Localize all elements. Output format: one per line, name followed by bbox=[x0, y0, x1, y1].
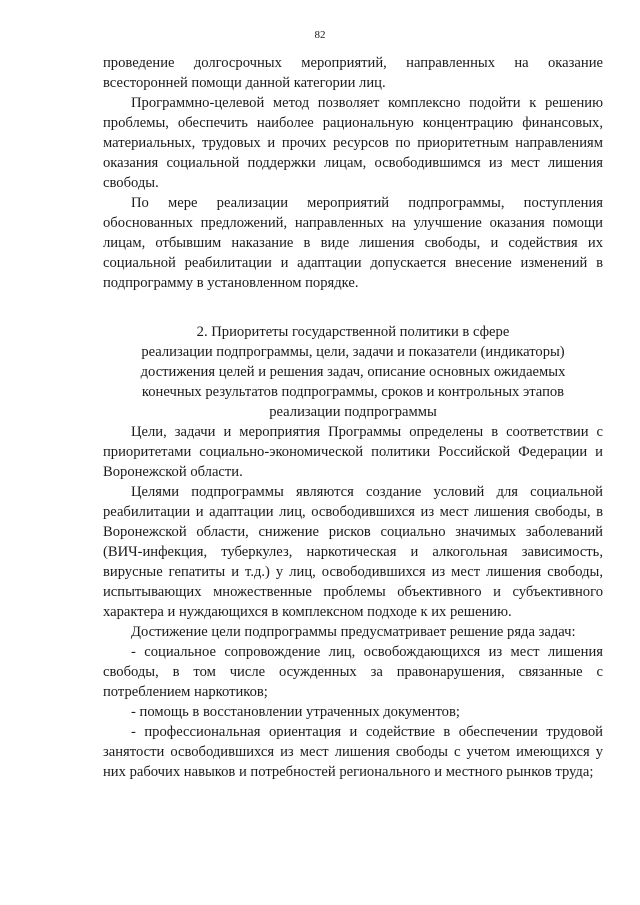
section-heading-line: реализации подпрограммы bbox=[269, 404, 437, 420]
section-heading-line: реализации подпрограммы, цели, задачи и показатели (индикаторы) bbox=[141, 344, 565, 360]
paragraph-continuation: проведение долгосрочных мероприятий, направленных на оказание всесторонней помощи данной категории лиц. bbox=[103, 55, 603, 91]
task-item-documents: - помощь в восстановлении утраченных документов; bbox=[131, 704, 460, 720]
paragraph-program-method: Программно-целевой метод позволяет комплексно подойти к решению проблемы, обеспечить наиболее рациональную концентрацию финансовых, материальных, трудовых и прочих ресурсов по приоритетным направлениям оказания социальной поддержки лицам, освободившимся из мест лишения свободы. bbox=[103, 95, 603, 191]
section-heading-line: достижения целей и решения задач, описание основных ожидаемых bbox=[140, 364, 566, 380]
section-heading-line: 2. Приоритеты государственной политики в сфере bbox=[196, 324, 510, 340]
section-heading bbox=[103, 322, 603, 422]
paragraph-subprogram-goals: Целями подпрограммы являются создание условий для социальной реабилитации и адаптации лиц, освободившихся из мест лишения свободы, в Воронежской области, снижение рисков социально значимых заболеваний (ВИЧ-инфекция, туберкулез, наркотическая и алкогольная зависимость, вирусные гепатиты и т.д.) у лиц, освободившихся из мест лишения свободы, испытывающих множественные проблемы объективного и субъективного характера и нуждающихся в комплексном подходе к их решению. bbox=[103, 484, 603, 620]
task-item-social-support: - социальное сопровождение лиц, освобождающихся из мест лишения свободы, в том числе осужденных за правонарушения, связанные с потреблением наркотиков; bbox=[103, 644, 603, 700]
paragraph-tasks-intro: Достижение цели подпрограммы предусматривает решение ряда задач: bbox=[131, 624, 576, 640]
paragraph-goals-priorities: Цели, задачи и мероприятия Программы определены в соответствии с приоритетами социально-экономической политики Российской Федерации и Воронежской области. bbox=[103, 424, 603, 480]
document-body bbox=[103, 53, 603, 782]
paragraph-changes-procedure: По мере реализации мероприятий подпрограммы, поступления обоснованных предложений, направленных на улучшение оказания помощи лицам, отбывшим наказание в виде лишения свободы, и содействия их социальной реабилитации и адаптации допускается внесение изменений в подпрограмму в установленном порядке. bbox=[103, 195, 603, 291]
page-number: 82 bbox=[314, 29, 326, 41]
section-heading-line: конечных результатов подпрограммы, сроков и контрольных этапов bbox=[141, 384, 565, 400]
task-item-employment: - профессиональная ориентация и содействие в обеспечении трудовой занятости освободившихся из мест лишения свободы с учетом имеющихся у них рабочих навыков и потребностей регионального и местного рынков труда; bbox=[103, 724, 603, 780]
